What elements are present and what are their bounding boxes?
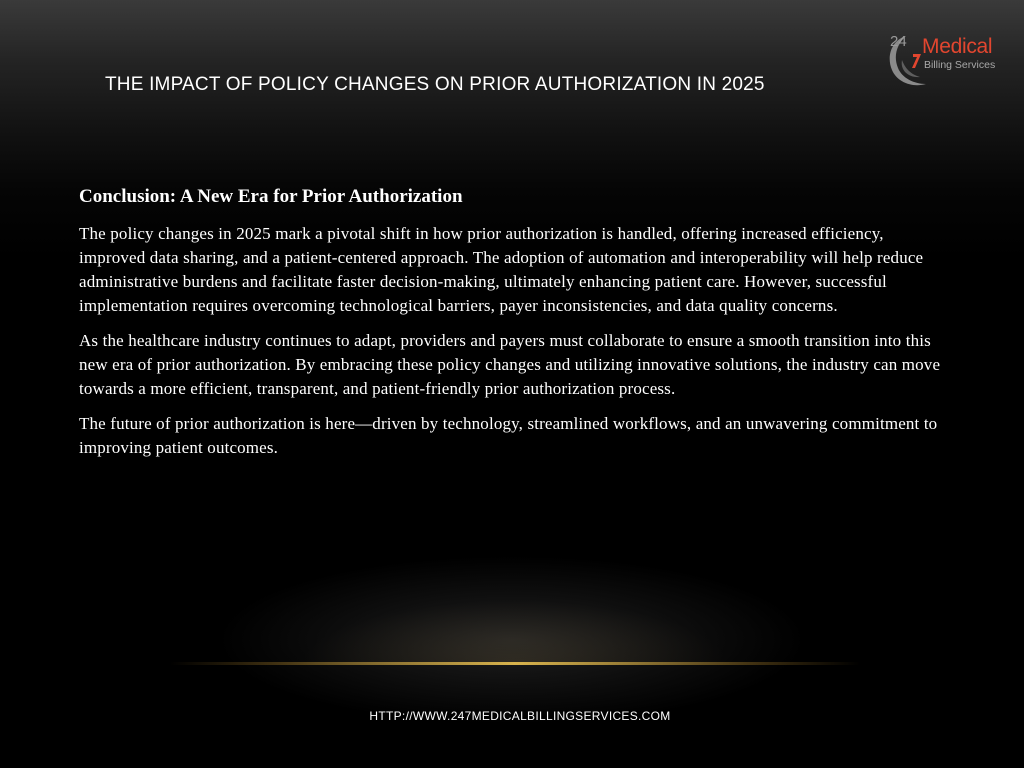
paragraph: The future of prior authorization is here—driven by technology, streamlined workflows, and an unwavering commitment to improving patient outcomes. <box>79 414 938 457</box>
paragraph: As the healthcare industry continues to adapt, providers and payers must collaborate to ensure a smooth transition into this new era of prior authorization. By embracing these policy changes and utilizing innovative solutions, the industry can move towards a more efficient, transparent, and patient-friendly prior authorization process. <box>79 331 941 398</box>
logo-number: 24 <box>890 33 907 50</box>
slide-content <box>79 184 949 471</box>
company-logo <box>886 30 1006 94</box>
footer-website-link[interactable]: HTTP://WWW.247MEDICALBILLINGSERVICES.COM <box>369 709 671 723</box>
gold-divider <box>170 662 860 665</box>
logo-tagline: Billing Services <box>924 59 996 71</box>
divider-glow <box>300 600 730 664</box>
slide-title: THE IMPACT OF POLICY CHANGES ON PRIOR AUTHORIZATION IN 2025 <box>105 74 765 95</box>
section-heading: Conclusion: A New Era for Prior Authorization <box>79 186 463 207</box>
logo-wordmark: Medical <box>922 35 993 58</box>
paragraph: The policy changes in 2025 mark a pivotal shift in how prior authorization is handled, offering increased efficiency, improved data sharing, and a patient-centered approach. The adoption of automation and interoperability will help reduce administrative burdens and facilitate faster decision-making, ultimately enhancing patient care. However, successful implementation requires overcoming technological barriers, payer inconsistencies, and data quality concerns. <box>79 224 924 315</box>
